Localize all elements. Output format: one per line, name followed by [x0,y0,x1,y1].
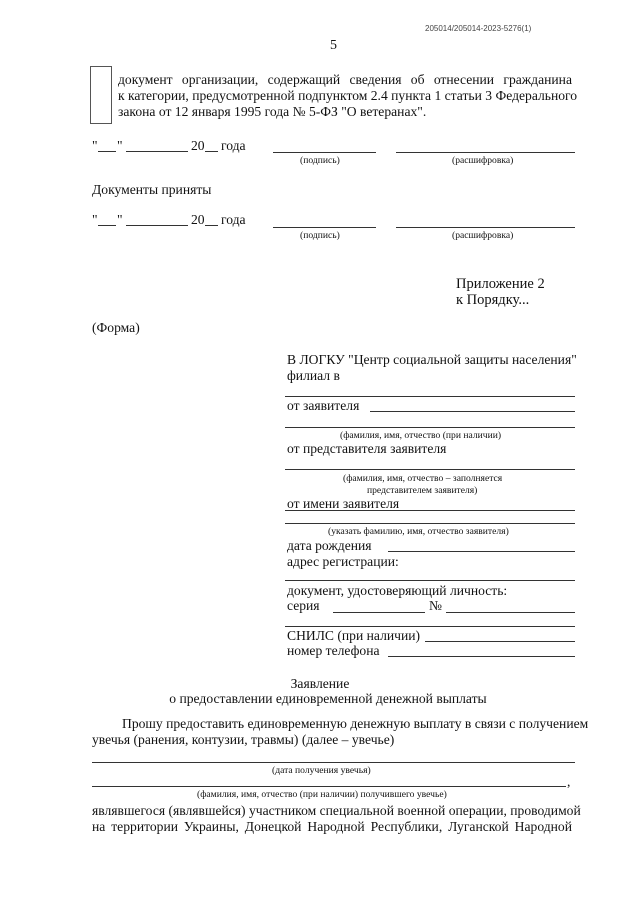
date-day-field[interactable] [98,151,116,152]
page-number: 5 [330,38,337,53]
snils-label: СНИЛС (при наличии) [287,628,421,643]
decode-caption: (расшифровка) [452,230,514,241]
signature-caption: (подпись) [300,155,340,166]
id-document-label: документ, удостоверяющий личность: [287,583,508,598]
date-month-field[interactable] [126,225,188,226]
representative-field[interactable] [285,469,575,470]
birth-date-field[interactable] [388,551,575,552]
document-id: 205014/205014-2023-5276(1) [425,24,532,33]
branch-field[interactable] [285,396,575,397]
addressee-line-2: филиал в [287,368,340,383]
from-representative-label: от представителя заявителя [287,441,447,456]
trailing-comma: , [567,774,571,789]
signature-field[interactable] [273,227,376,228]
addressee-line-1: В ЛОГКУ "Центр социальной защиты населения" [287,352,577,367]
caption-fio: (фамилия, имя, отчество (при наличии) [340,430,502,441]
decode-field[interactable] [396,227,575,228]
snils-field[interactable] [425,641,575,642]
reg-address-label: адрес регистрации: [287,554,399,569]
year-suffix: года [221,212,246,227]
on-behalf-field-2[interactable] [285,523,575,524]
appendix-line-1: Приложение 2 [456,276,545,292]
decode-field[interactable] [396,152,575,153]
reg-address-field[interactable] [285,580,575,581]
date-quote-open: " [92,212,98,227]
checkbox-item-line-1: документ организации, содержащий сведения об отнесении гражданина [118,72,572,87]
decode-caption: (расшифровка) [452,155,514,166]
phone-field[interactable] [388,656,575,657]
statement-title: Заявление [290,676,350,691]
statement-subtitle: о предоставлении единовременной денежной выплаты [169,691,487,706]
caption-representative-2: представителем заявителя) [367,485,478,496]
appendix-line-2: к Порядку... [456,292,530,308]
on-behalf-field[interactable] [285,510,575,511]
statement-paragraph-line-2: увечья (ранения, контузии, травмы) (далее – увечье) [92,732,395,747]
checkbox[interactable] [90,66,112,124]
injured-name-field[interactable] [92,786,566,787]
year-field[interactable] [205,151,218,152]
date-quote-close: " [117,138,123,153]
year-field[interactable] [205,225,218,226]
form-label: (Форма) [92,320,140,335]
number-sign: № [429,598,442,613]
applicant-name-field[interactable] [370,411,575,412]
from-applicant-label: от заявителя [287,398,360,413]
applicant-name-field-2[interactable] [285,427,575,428]
caption-representative-1: (фамилия, имя, отчество – заполняется [343,473,503,484]
checkbox-item-line-3: закона от 12 января 1995 года № 5-ФЗ "О ветеранах". [118,104,427,119]
statement-line-3: являвшегося (являвшейся) участником специальной военной операции, проводимой [92,803,581,818]
date-month-field[interactable] [126,151,188,152]
on-behalf-label: от имени заявителя [287,496,400,511]
series-field[interactable] [333,612,425,613]
signature-field[interactable] [273,152,376,153]
date-day-field[interactable] [98,225,116,226]
date-quote-close: " [117,212,123,227]
series-label: серия [287,598,320,613]
signature-caption: (подпись) [300,230,340,241]
documents-accepted: Документы приняты [92,182,212,197]
phone-label: номер телефона [287,643,380,658]
id-number-field[interactable] [446,612,575,613]
year-prefix: 20 [191,138,205,153]
checkbox-item-line-2: к категории, предусмотренной подпунктом 2.4 пункта 1 статьи 3 Федерального [118,88,578,103]
caption-injured-fio: (фамилия, имя, отчество (при наличии) получившего увечье) [197,789,447,800]
year-suffix: года [221,138,246,153]
year-prefix: 20 [191,212,205,227]
injury-date-field[interactable] [92,762,575,763]
id-issued-field[interactable] [285,626,575,627]
caption-injury-date: (дата получения увечья) [272,765,371,776]
birth-date-label: дата рождения [287,538,372,553]
statement-line-4: на территории Украины, Донецкой Народной Республики, Луганской Народной [92,819,572,834]
statement-paragraph-line-1: Прошу предоставить единовременную денежную выплату в связи с получением [122,716,589,731]
caption-on-behalf: (указать фамилию, имя, отчество заявителя) [328,526,509,537]
date-quote-open: " [92,138,98,153]
